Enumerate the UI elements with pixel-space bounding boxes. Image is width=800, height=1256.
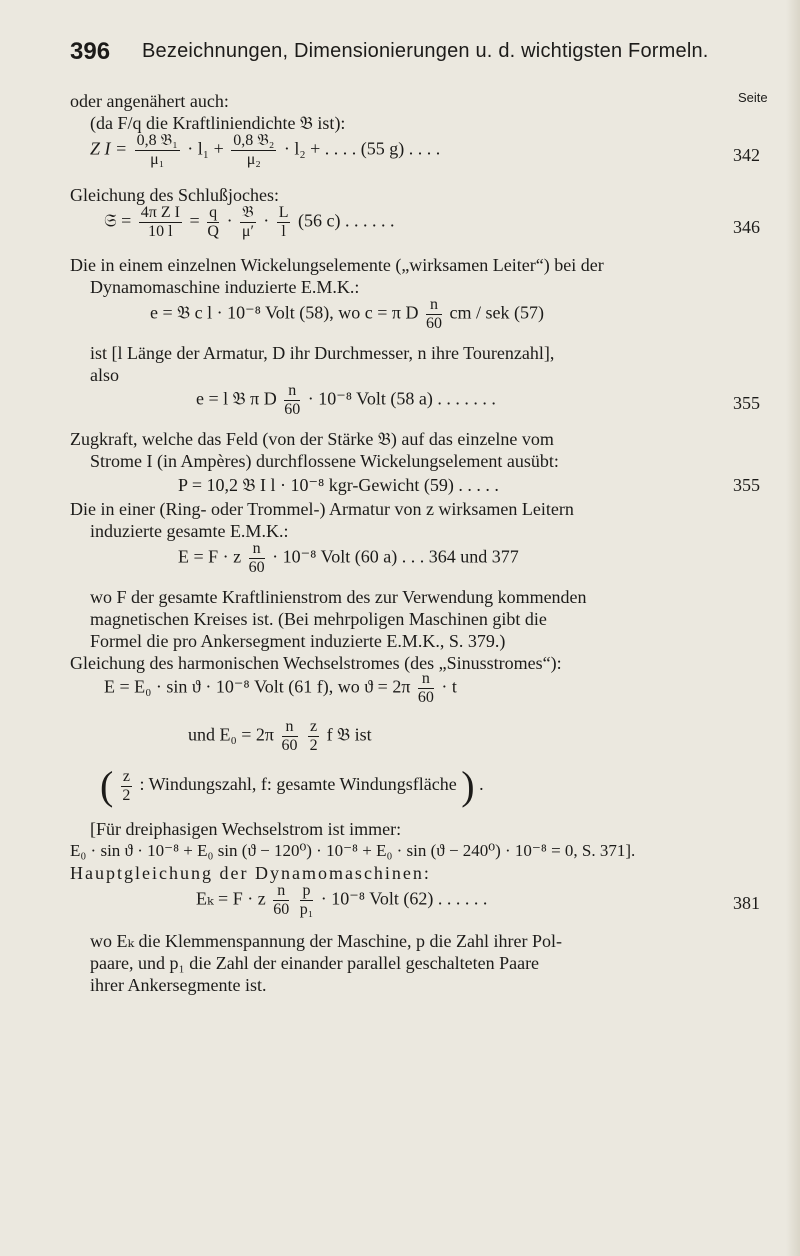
- formula-e0: und E₀ = 2π $\frac{n}{60}$ $\frac{z}{2}$ f 𝔅 ist: [188, 718, 372, 754]
- text-line: wo Eₖ die Klemmenspannung der Maschine, p die Zahl ihrer Pol-: [90, 931, 562, 951]
- page-ref: 355: [733, 393, 760, 413]
- text-line: Die in einer (Ring- oder Trommel-) Armatur von z wirksamen Leitern: [70, 499, 574, 519]
- fraction: $\frac{n}{60}$: [417, 670, 434, 706]
- fraction: $\frac{\text{4π Z I}}{10 l}$: [140, 204, 180, 240]
- text-line: oder angenähert auch:: [70, 91, 229, 111]
- formula-58a: e = l 𝔅 π D $\frac{n}{60}$ · 10⁻⁸ Volt (58 a) . . . . . . .: [196, 382, 496, 418]
- formula-59: P = 10,2 𝔅 I l · 10⁻⁸ kgr-Gewicht (59) . . . . .: [178, 475, 499, 495]
- text-line: Zugkraft, welche das Feld (von der Stärke 𝔅) auf das einzelne vom: [70, 429, 554, 449]
- text-line: Strome I (in Ampères) durchflossene Wickelungselement ausübt:: [90, 451, 559, 471]
- text-line: ihrer Ankersegmente ist.: [90, 975, 267, 995]
- page-ref: 381: [733, 893, 760, 913]
- text-line: Formel die pro Ankersegment induzierte E.M.K., S. 379.): [90, 631, 506, 651]
- fraction: 𝔅 μ′: [241, 204, 254, 240]
- text-line: paare, und p₁ die Zahl der einander parallel geschalteten Paare: [90, 953, 540, 973]
- formula-62: Eₖ = F · z $\frac{n}{60}$ $\frac{p}{\text{p₁}}$ · 10⁻⁸ Volt (62) . . . . . .: [196, 882, 488, 918]
- seite-column-label: Seite: [738, 90, 768, 105]
- running-header: [70, 38, 770, 72]
- formula-58: e = 𝔅 c l · 10⁻⁸ Volt (58), wo c = π D $\frac{n}{60}$ cm / sek (57): [150, 296, 544, 332]
- formula-60a: E = F · z $\frac{n}{60}$ · 10⁻⁸ Volt (60 a) . . . 364 und 377: [178, 540, 519, 576]
- page-ref: 346: [733, 217, 760, 237]
- page-ref: 342: [733, 145, 760, 165]
- fraction: $\frac{n}{60}$: [284, 382, 301, 418]
- text-line: Hauptgleichung der Dynamomaschinen:: [70, 863, 431, 883]
- text-line: also: [90, 365, 119, 385]
- text-line: [Für dreiphasigen Wechselstrom ist immer:: [90, 819, 402, 839]
- text-line: Gleichung des Schlußjoches:: [70, 185, 279, 205]
- fraction: $\frac{z}{2}$: [309, 718, 318, 754]
- fraction: $\frac{n}{60}$: [281, 718, 298, 754]
- text-line: Gleichung des harmonischen Wechselstromes (des „Sinusstromes“):: [70, 653, 562, 673]
- fraction: 0,8 𝔅₁ μ₁: [136, 132, 178, 168]
- text-line: induzierte gesamte E.M.K.:: [90, 521, 289, 541]
- fraction: $\frac{z}{2}$: [122, 767, 131, 804]
- windungszahl-note: ( $\frac{z}{2}$ : Windungszahl, f: gesamte Windungsfläche ) .: [100, 763, 484, 808]
- fraction: 0,8 𝔅₂ μ₂: [233, 132, 275, 168]
- fraction: $\frac{q}{Q}$: [207, 204, 219, 240]
- text-line: Die in einem einzelnen Wickelungselemente („wirksamen Leiter“) bei der: [70, 255, 604, 275]
- text-line: ist [l Länge der Armatur, D ihr Durchmesser, n ihre Tourenzahl],: [90, 343, 555, 363]
- text-line: (da F/q die Kraftliniendichte 𝔅 ist):: [90, 113, 346, 133]
- formula-lhs: Z I =: [90, 138, 128, 159]
- page-ref: 355: [733, 475, 760, 495]
- page-edge-shadow: [786, 0, 800, 1256]
- fraction: $\frac{n}{60}$: [273, 882, 290, 918]
- text-line: Dynamomaschine induzierte E.M.K.:: [90, 277, 360, 297]
- formula-61f: E = E₀ · sin ϑ · 10⁻⁸ Volt (61 f), wo ϑ = 2π $\frac{n}{60}$ · t: [104, 670, 457, 706]
- fraction: $\frac{p}{\text{p₁}}$: [299, 882, 314, 918]
- fraction: $\frac{n}{60}$: [248, 540, 265, 576]
- fraction: $\frac{n}{60}$: [425, 296, 442, 332]
- fraction: $\frac{L}{l}$: [278, 204, 289, 240]
- formula-dreiphasig: E₀ · sin ϑ · 10⁻⁸ + E₀ sin (ϑ − 120⁰) · 10⁻⁸ + E₀ · sin (ϑ − 240⁰) · 10⁻⁸ = 0, S. 371].: [70, 841, 636, 860]
- formula-55g: Z I = 0,8 𝔅₁ μ₁ · l₁ + 0,8 𝔅₂ μ₂ · l₂ + . . . . (55 g) . . . .: [90, 132, 441, 168]
- text-line: magnetischen Kreises ist. (Bei mehrpoligen Maschinen gibt die: [90, 609, 547, 629]
- header-title: Bezeichnungen, Dimensionierungen u. d. wichtigsten Formeln.: [142, 40, 709, 62]
- page-number: 396: [70, 38, 111, 65]
- text-line: wo F der gesamte Kraftlinienstrom des zur Verwendung kommenden: [90, 587, 587, 607]
- formula-56c: 𝔖 = $\frac{\text{4π Z I}}{10 l}$ = $\frac{q}{Q}$ · 𝔅 μ′ · $\frac{L}{l}$ (56 c) . . . . . .: [104, 204, 395, 240]
